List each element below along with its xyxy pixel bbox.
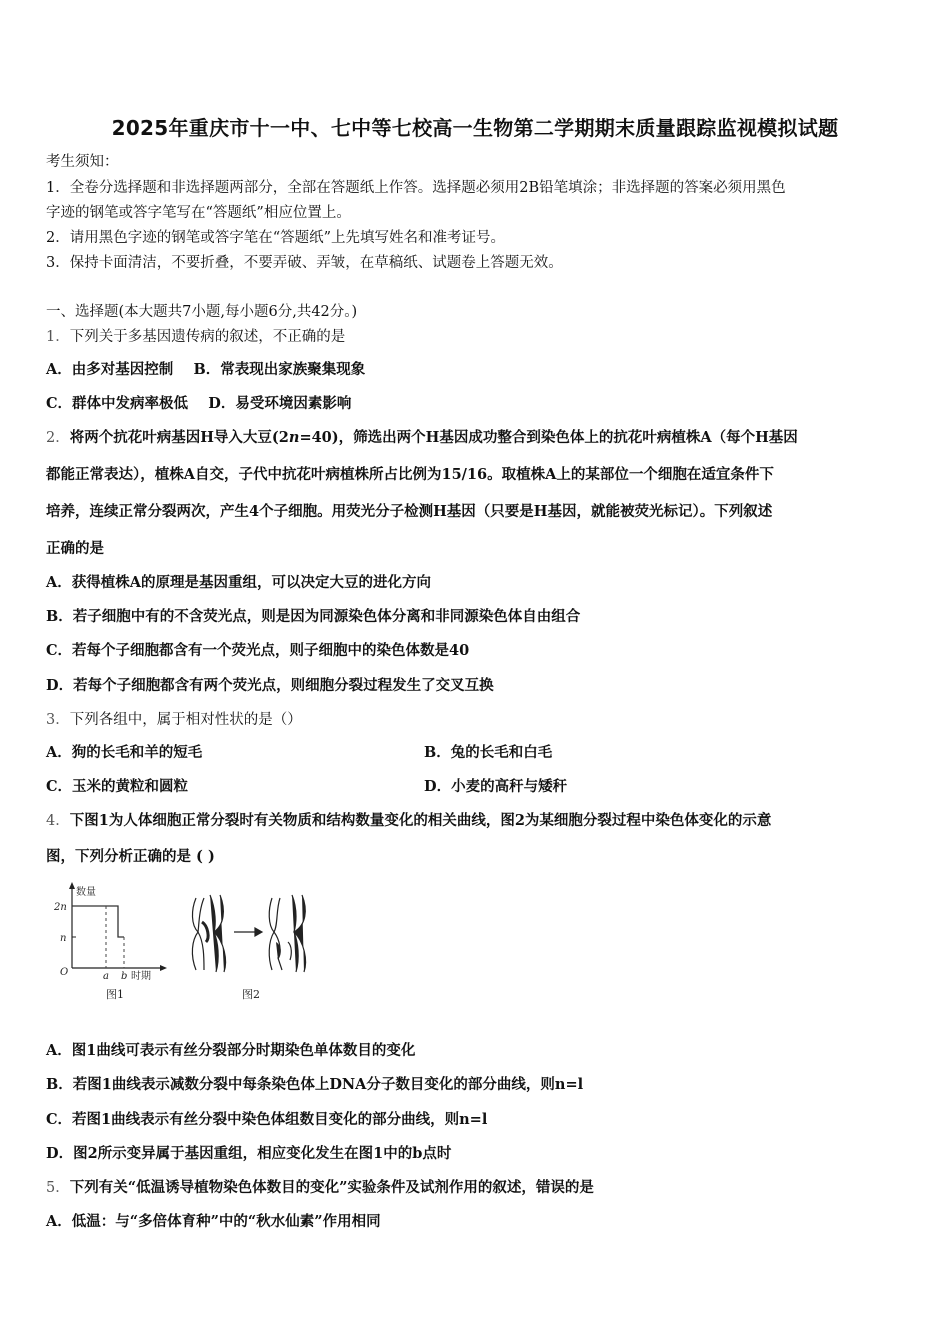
question-number: 2． xyxy=(46,430,70,446)
q3-options-row-1 xyxy=(46,743,916,763)
notice-item-1-cont: 字迹的钢笔或答字笔写在“答题纸”相应位置上。 xyxy=(46,205,351,221)
option-b: B．常表现出家族聚集现象 xyxy=(193,361,366,378)
question-stem-part: 将两个抗花叶病基因H导入大豆(2 xyxy=(69,429,289,446)
chromatid-white-1 xyxy=(269,898,274,970)
q5-option-a: A．低温：与“多倍体育种”中的“秋水仙素”作用相同 xyxy=(46,1213,381,1230)
question-2 xyxy=(46,428,916,448)
x-tick-a: a xyxy=(103,971,109,982)
question-number: 5． xyxy=(46,1180,70,1196)
q4-option-c: C．若图1曲线表示有丝分裂中染色体组数目变化的部分曲线，则n=l xyxy=(46,1111,488,1128)
option-a: A．由多对基因控制 xyxy=(46,361,174,378)
chromosome-pair-before xyxy=(192,895,225,972)
y-axis-label: 数量 xyxy=(76,887,96,898)
y-tick-2n: 2n xyxy=(54,902,67,913)
question-stem-part: =40)，筛选出两个H基因成功整合到染色体上的抗花叶病植株A（每个H基因 xyxy=(299,429,798,446)
q4-option-a: A．图1曲线可表示有丝分裂部分时期染色单体数目的变化 xyxy=(46,1042,416,1059)
x-axis-arrow-icon xyxy=(160,965,167,971)
crossover xyxy=(202,922,208,942)
option-a: A．狗的长毛和羊的短毛 xyxy=(46,744,203,761)
question-number: 3． xyxy=(46,712,70,728)
question-1 xyxy=(46,327,916,347)
question-3 xyxy=(46,710,916,730)
q2-stem-line-3: 培养，连续正常分裂两次，产生4个子细胞。用荧光分子检测H基因（只要是H基因，就能被荧光标记）。下列叙述 xyxy=(46,503,773,520)
figure-1-caption: 图1 xyxy=(106,988,124,1001)
figure-1-graph xyxy=(53,882,167,1001)
q1-options-row-1 xyxy=(46,360,916,380)
notice-item-3: 3．保持卡面清洁，不要折叠，不要弄破、弄皱，在草稿纸、试题卷上答题无效。 xyxy=(46,255,563,271)
q3-options-row-2 xyxy=(46,777,916,797)
option-d: D．易受环境因素影响 xyxy=(208,395,352,412)
y-tick-n: n xyxy=(60,933,67,944)
figure-2-caption: 图2 xyxy=(242,988,260,1001)
y-axis-arrow-icon xyxy=(69,882,75,889)
exchanged-segment-white xyxy=(288,942,291,960)
chromatid-white-1 xyxy=(192,898,198,970)
chromosome-pair-after xyxy=(269,895,305,972)
question-4 xyxy=(46,811,916,831)
option-d: D．小麦的高秆与矮秆 xyxy=(424,778,568,795)
option-b: B．兔的长毛和白毛 xyxy=(424,744,553,761)
option-c: C．玉米的黄粒和圆粒 xyxy=(46,778,189,795)
chromatid-white-2 xyxy=(198,898,204,970)
section-heading: 一、选择题(本大题共7小题,每小题6分,共42分。) xyxy=(46,304,358,320)
q1-options-row-2 xyxy=(46,394,916,414)
question-5 xyxy=(46,1178,916,1198)
q2-stem-line-2: 都能正常表达），植株A自交，子代中抗花叶病植株所占比例为15/16。取植株A上的某部位一个细胞在适宜条件下 xyxy=(46,466,774,483)
question-stem: 下列关于多基因遗传病的叙述，不正确的是 xyxy=(69,329,346,345)
origin-label: O xyxy=(60,967,69,978)
q4-stem-line-2: 图，下列分析正确的是 ( ) xyxy=(46,848,215,865)
q4-option-b: B．若图1曲线表示减数分裂中每条染色体上DNA分子数目变化的部分曲线，则n=l xyxy=(46,1076,584,1093)
q4-option-d: D．图2所示变异属于基因重组，相应变化发生在图1中的b点时 xyxy=(46,1145,452,1162)
page-title: 2025年重庆市十一中、七中等七校高一生物第二学期期末质量跟踪监视模拟试题 xyxy=(111,116,839,140)
q2-option-c: C．若每个子细胞都含有一个荧光点，则子细胞中的染色体数是40 xyxy=(46,642,470,659)
q2-option-a: A．获得植株A的原理是基因重组，可以决定大豆的进化方向 xyxy=(46,574,431,591)
question-stem: 下列各组中，属于相对性状的是（） xyxy=(69,712,302,728)
question-number: 1． xyxy=(46,329,70,345)
option-c: C．群体中发病率极低 xyxy=(46,395,189,412)
x-axis-label: 时期 xyxy=(131,971,151,982)
question-stem: 下列有关“低温诱导植物染色体数目的变化”实验条件及试剂作用的叙述，错误的是 xyxy=(69,1179,594,1196)
figure-2-chromosomes xyxy=(192,895,305,1001)
question-4-figure xyxy=(46,880,336,1005)
q2-option-b: B．若子细胞中有的不含荧光点，则是因为同源染色体分离和非同源染色体自由组合 xyxy=(46,608,581,625)
x-tick-b: b xyxy=(121,971,128,982)
q2-option-d: D．若每个子细胞都含有两个荧光点，则细胞分裂过程发生了交叉互换 xyxy=(46,677,494,694)
arrow-head-icon xyxy=(255,928,262,936)
notice-heading: 考生须知： xyxy=(46,154,119,170)
question-number: 4． xyxy=(46,813,70,829)
question-stem: 下图1为人体细胞正常分裂时有关物质和结构数量变化的相关曲线，图2为某细胞分裂过程中染色体变化的示意 xyxy=(69,812,772,829)
q2-stem-line-4: 正确的是 xyxy=(46,540,104,557)
question-stem-italic: n xyxy=(288,429,300,446)
notice-item-2: 2．请用黑色字迹的钢笔或答字笔在“答题纸”上先填写姓名和准考证号。 xyxy=(46,230,506,246)
notice-item-1: 1．全卷分选择题和非选择题两部分，全部在答题纸上作答。选择题必须用2B铅笔填涂；非选择题的答案必须用黑色 xyxy=(46,180,786,196)
curve-line xyxy=(72,906,124,937)
